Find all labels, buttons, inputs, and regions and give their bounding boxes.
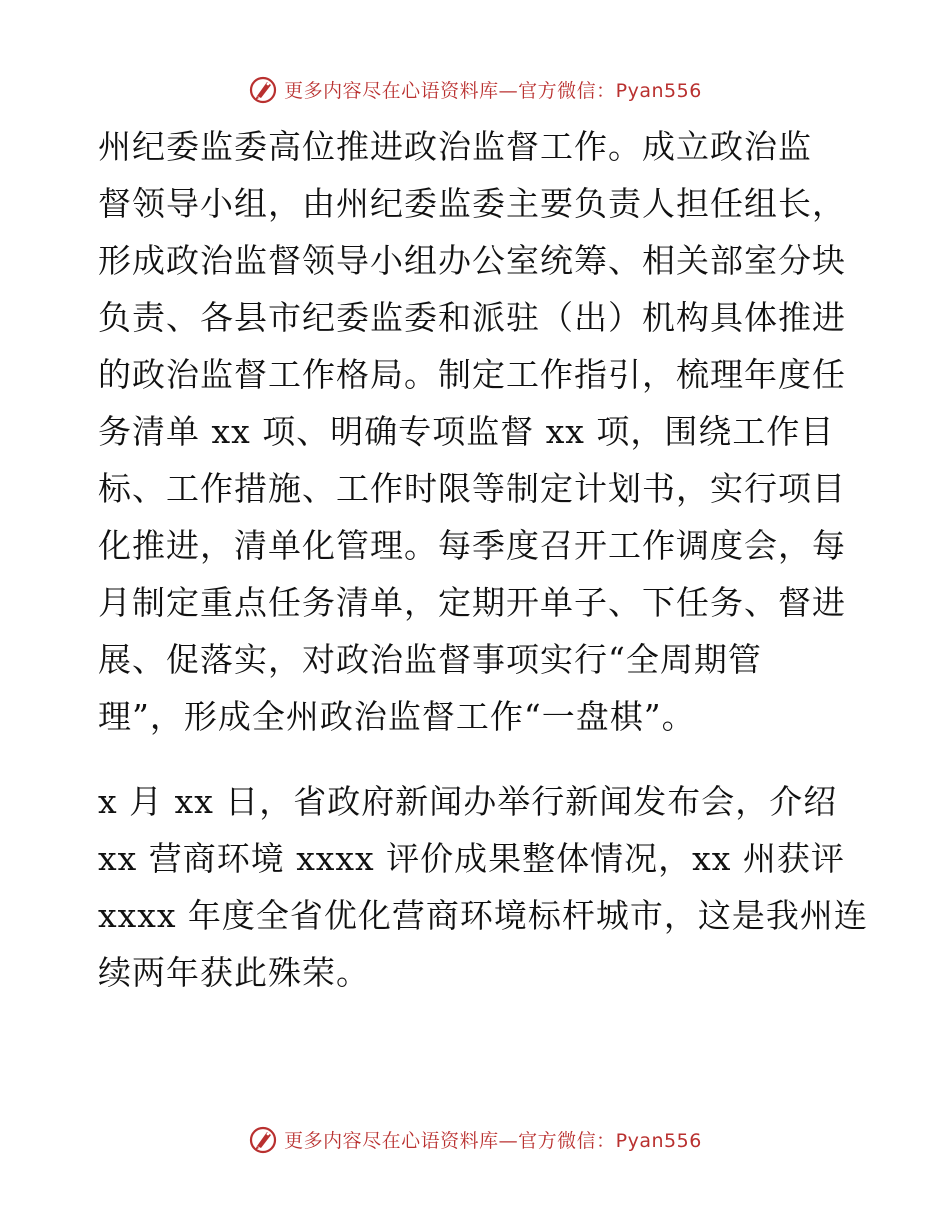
watermark-label: 更多内容尽在心语资料库— (284, 1129, 519, 1152)
watermark-contact: 官方微信：Pyan556 (518, 1129, 702, 1152)
body-paragraph-1 (98, 118, 858, 745)
header-watermark (0, 72, 950, 106)
footer-watermark (0, 1122, 950, 1156)
text-line: 形成政治监督领导小组办公室统筹、相关部室分块 (98, 241, 846, 280)
pen-nib-logo-icon (248, 1124, 278, 1154)
text-line: 负责、各县市纪委监委和派驻（出）机构具体推进 (98, 298, 846, 337)
text-line: 州纪委监委高位推进政治监督工作。成立政治监 (98, 127, 812, 166)
text-line: xx 营商环境 xxxx 评价成果整体情况，xx 州获评 (98, 839, 845, 878)
text-line: xxxx 年度全省优化营商环境标杆城市，这是我州连 (98, 896, 868, 935)
pen-nib-logo-icon (248, 74, 278, 104)
text-line: 务清单 xx 项、明确专项监督 xx 项，围绕工作目 (98, 412, 835, 451)
text-line: 督领导小组，由州纪委监委主要负责人担任组长， (98, 184, 846, 223)
watermark-text (284, 1126, 702, 1153)
text-line: 月制定重点任务清单，定期开单子、下任务、督进 (98, 583, 846, 622)
text-line: x 月 xx 日，省政府新闻办举行新闻发布会，介绍 (98, 782, 838, 821)
watermark-contact: 官方微信：Pyan556 (518, 79, 702, 102)
body-paragraph-2 (98, 773, 868, 1001)
watermark-label: 更多内容尽在心语资料库— (284, 79, 519, 102)
text-line: 续两年获此殊荣。 (98, 953, 370, 992)
text-line: 展、促落实，对政治监督事项实行“全周期管 (98, 640, 762, 679)
text-line: 标、工作措施、工作时限等制定计划书，实行项目 (98, 469, 846, 508)
text-line: 的政治监督工作格局。制定工作指引，梳理年度任 (98, 355, 846, 394)
text-line: 理”，形成全州政治监督工作“一盘棋”。 (98, 697, 696, 736)
text-line: 化推进，清单化管理。每季度召开工作调度会，每 (98, 526, 846, 565)
watermark-text (284, 76, 702, 103)
